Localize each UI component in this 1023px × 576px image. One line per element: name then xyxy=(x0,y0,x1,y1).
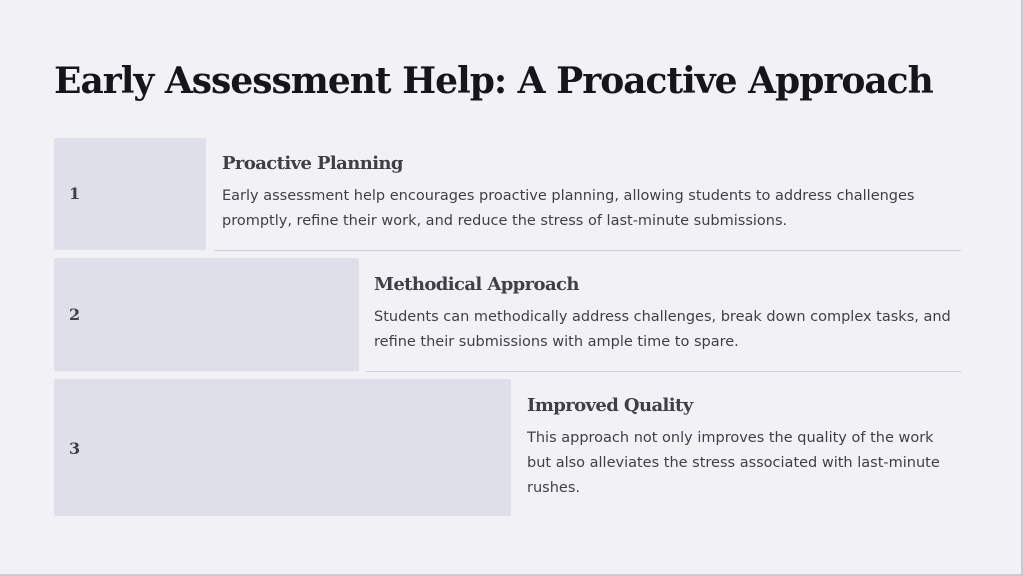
step-body-2: Students can methodically address challenges, break down complex tasks, and refine their submissions with ample time to spare. xyxy=(374,309,951,350)
step-number-2: 2 xyxy=(69,305,81,324)
step-number-3: 3 xyxy=(69,439,81,458)
step-divider-2 xyxy=(366,371,961,372)
step-content-3 xyxy=(527,395,947,501)
step-divider-1 xyxy=(214,250,961,251)
step-number-box-2 xyxy=(54,258,359,371)
step-heading-2: Methodical Approach xyxy=(374,274,579,295)
step-heading-3: Improved Quality xyxy=(527,395,693,416)
step-content-2 xyxy=(374,274,952,355)
step-content-1 xyxy=(222,153,952,234)
slide-title: Early Assessment Help: A Proactive Approach xyxy=(54,60,933,102)
step-heading-1: Proactive Planning xyxy=(222,153,403,174)
step-body-1: Early assessment help encourages proactive planning, allowing students to address challenges promptly, refine their work, and reduce the stress of last-minute submissions. xyxy=(222,188,915,229)
step-number-box-3 xyxy=(54,379,511,516)
step-body-3: This approach not only improves the quality of the work but also alleviates the stress associated with last-minute rushes. xyxy=(527,430,940,496)
step-number-box-1 xyxy=(54,138,206,250)
step-number-1: 1 xyxy=(69,184,81,203)
